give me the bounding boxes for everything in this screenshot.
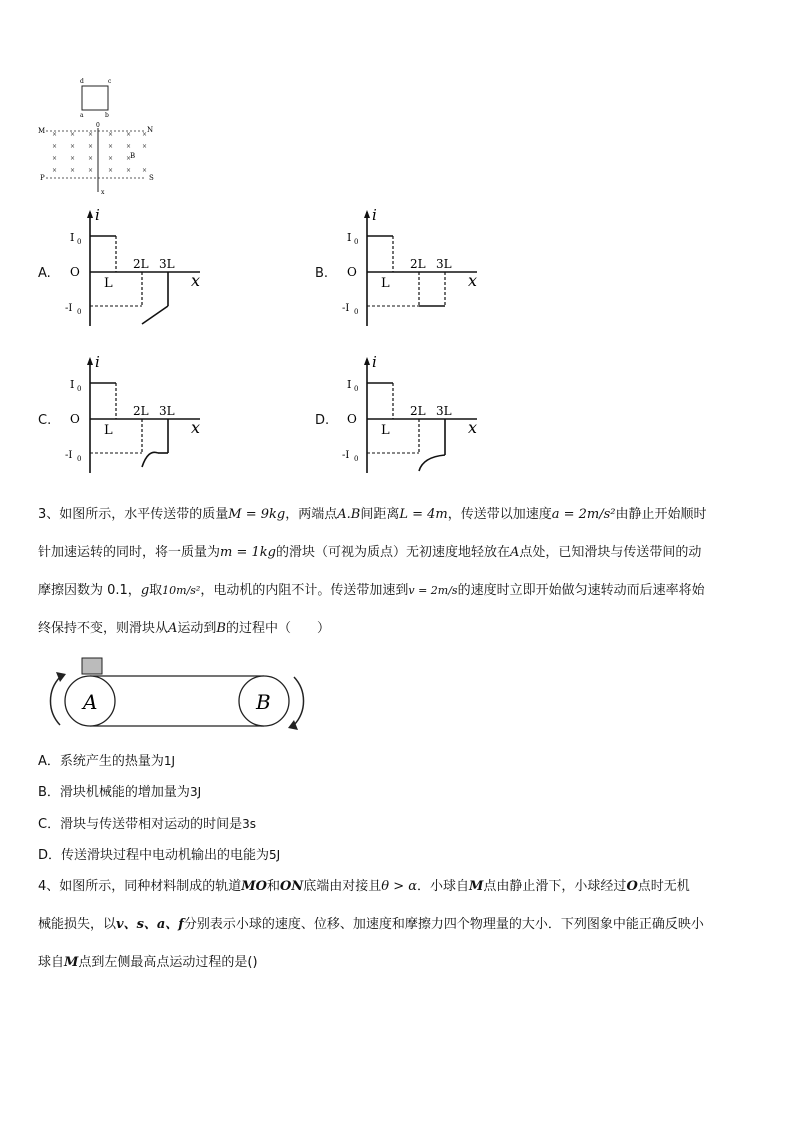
q4-line-3: 球自M点到左侧最高点运动过程的是() [38, 955, 258, 970]
rotation-arrow-left [50, 677, 60, 725]
field-cross: × [52, 155, 58, 162]
field-cross: × [88, 143, 94, 150]
field-cross: × [52, 143, 58, 150]
neg-I0-label: -I [342, 303, 350, 314]
field-cross: × [142, 131, 148, 138]
field-cross: × [126, 155, 132, 162]
corner-a-label: a [80, 112, 84, 119]
origin-label: O [70, 412, 80, 426]
I0-subscript: 0 [77, 385, 82, 393]
neg-I0-subscript: 0 [354, 455, 359, 463]
q3-option-c[interactable]: C．滑块与传送带相对运动的时间是3s [38, 817, 256, 832]
origin-0-label: 0 [96, 122, 100, 129]
current-negative-segment [142, 306, 168, 324]
x-axis-label: x [468, 418, 478, 437]
field-cross: × [52, 131, 58, 138]
neg-I0-label: -I [65, 303, 73, 314]
rotation-arrow-right [294, 677, 304, 725]
corner-c-label: c [108, 78, 112, 85]
label-B: B [130, 152, 136, 160]
label-x: x [101, 189, 105, 196]
I0-label: I [70, 231, 75, 244]
graph-option-c [62, 353, 212, 483]
q3-option-a[interactable]: A．系统产生的热量为1J [38, 754, 176, 769]
I0-subscript: 0 [77, 238, 82, 246]
i-axis-arrow [87, 210, 93, 218]
i-axis-arrow [364, 357, 370, 365]
graph-option-b [339, 206, 489, 336]
current-negative-curve [142, 452, 158, 467]
slider-block [82, 658, 102, 674]
tick-L-label: L [104, 276, 113, 291]
field-cross: × [88, 167, 94, 174]
tick-3L-label: 3L [436, 257, 452, 271]
field-diagram [30, 72, 170, 200]
neg-I0-subscript: 0 [77, 308, 82, 316]
field-cross: × [88, 131, 94, 138]
field-cross: × [52, 167, 58, 174]
field-cross: × [70, 167, 76, 174]
tick-2L-label: 2L [410, 404, 426, 418]
q3-option-d[interactable]: D．传送滑块过程中电动机输出的电能为5J [38, 848, 281, 863]
pulley-B-label: B [256, 690, 271, 714]
question-3-text [38, 496, 768, 648]
field-cross: × [108, 167, 114, 174]
q3-line-3: 摩擦因数为 0.1，g取10m/s²，电动机的内阻不计。传送带加速到v = 2m/s的速度时立即开始做匀速转动而后速率将始 [38, 583, 705, 598]
graph-option-label[interactable]: C. [38, 413, 52, 428]
field-cross: × [108, 155, 114, 162]
corner-d-label: d [80, 78, 84, 85]
origin-label: O [70, 265, 80, 279]
corner-b-label: b [105, 112, 109, 119]
i-axis-arrow [87, 357, 93, 365]
q3-line-1: 3、如图所示，水平传送带的质量M = 9kg，两端点A.B间距离L = 4m，传送带以加速度a = 2m/s²由静止开始顺时 [38, 507, 707, 522]
I0-label: I [70, 378, 75, 391]
pulley-A-label: A [83, 690, 98, 714]
tick-2L-label: 2L [133, 257, 149, 271]
conveyor-belt-diagram [40, 652, 320, 742]
i-axis-arrow [364, 210, 370, 218]
tick-L-label: L [381, 276, 390, 291]
field-cross: × [108, 143, 114, 150]
field-cross: × [126, 167, 132, 174]
field-cross: × [126, 131, 132, 138]
field-cross: × [70, 143, 76, 150]
field-cross: × [142, 143, 148, 150]
q3-line-4: 终保持不变，则滑块从A运动到B的过程中（ ） [38, 621, 330, 636]
label-N: N [147, 126, 154, 134]
neg-I0-label: -I [65, 450, 73, 461]
i-axis-label: i [95, 353, 100, 371]
i-axis-label: i [95, 206, 100, 224]
coil-square [82, 86, 108, 110]
x-axis-label: x [191, 271, 201, 290]
q3-option-b[interactable]: B．滑块机械能的增加量为3J [38, 785, 202, 800]
graph-option-label[interactable]: D. [315, 413, 330, 428]
graph-option-label[interactable]: A. [38, 266, 51, 281]
tick-3L-label: 3L [159, 404, 175, 418]
origin-label: O [347, 412, 357, 426]
label-P: P [40, 174, 45, 182]
q4-line-1: 4、如图所示，同种材料制成的轨道MO和ON底端由对接且θ > α．小球自M点由静止滑下，小球经过O点时无机 [38, 879, 690, 894]
tick-L-label: L [104, 423, 113, 438]
I0-subscript: 0 [354, 385, 359, 393]
origin-label: O [347, 265, 357, 279]
neg-I0-subscript: 0 [77, 455, 82, 463]
field-cross: × [108, 131, 114, 138]
i-axis-label: i [372, 206, 377, 224]
field-cross: × [70, 131, 76, 138]
tick-3L-label: 3L [159, 257, 175, 271]
field-cross: × [88, 155, 94, 162]
I0-subscript: 0 [354, 238, 359, 246]
graph-option-d [339, 353, 489, 483]
tick-2L-label: 2L [133, 404, 149, 418]
question-4-text [38, 868, 768, 982]
I0-label: I [347, 378, 352, 391]
label-S: S [149, 174, 154, 182]
I0-label: I [347, 231, 352, 244]
i-axis-label: i [372, 353, 377, 371]
tick-3L-label: 3L [436, 404, 452, 418]
x-axis-label: x [191, 418, 201, 437]
field-cross: × [126, 143, 132, 150]
tick-L-label: L [381, 423, 390, 438]
neg-I0-subscript: 0 [354, 308, 359, 316]
current-negative-curve [419, 455, 445, 471]
x-axis-label: x [468, 271, 478, 290]
q4-line-2: 械能损失，以v、s、a、f分别表示小球的速度、位移、加速度和摩擦力四个物理量的大小．下列图象中能正确反映小 [38, 917, 704, 932]
field-cross: × [70, 155, 76, 162]
neg-I0-label: -I [342, 450, 350, 461]
graph-option-label[interactable]: B. [315, 266, 329, 281]
graph-option-a [62, 206, 212, 336]
q3-line-2: 针加速运转的同时，将一质量为m = 1kg的滑块（可视为质点）无初速度地轻放在A点处，已知滑块与传送带间的动 [38, 545, 702, 560]
label-M: M [38, 127, 46, 135]
tick-2L-label: 2L [410, 257, 426, 271]
field-cross: × [142, 167, 148, 174]
